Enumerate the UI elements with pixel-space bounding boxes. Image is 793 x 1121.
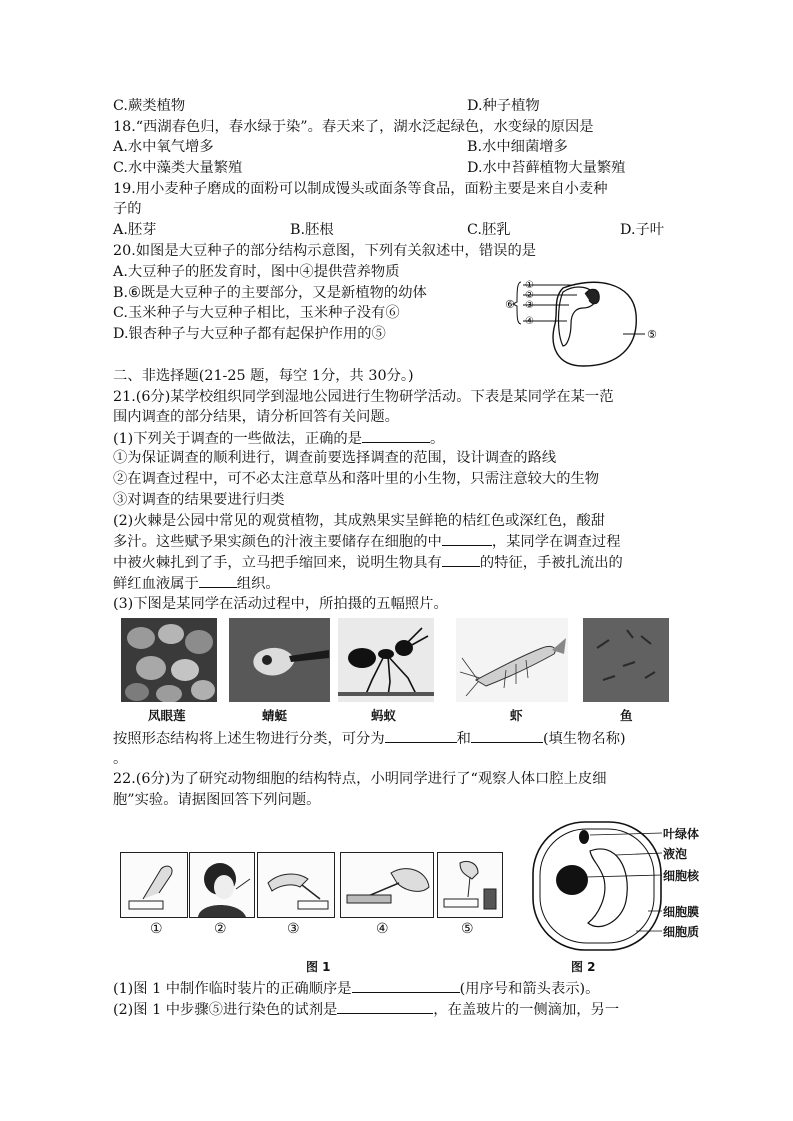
step-number-2: ② [214, 921, 227, 937]
q21-part2-line4-b: 组织。 [236, 576, 280, 592]
q21-part4-c: (填生物名称) [542, 731, 626, 747]
photo-fish [583, 618, 669, 702]
q18-option-a: A.水中氧气增多 [113, 139, 214, 155]
q21-part2-line2 [113, 531, 621, 552]
q21-item1: ①为保证调查的顺利进行，调查前要选择调查的范围，设计调查的路线 [113, 450, 557, 466]
answer-blank[interactable] [471, 728, 543, 743]
q19-stem-line2: 子的 [113, 201, 142, 217]
q17-option-d: D.种子植物 [467, 98, 540, 114]
photo-caption-5: 鱼 [620, 708, 633, 723]
q20-option-b: B.⑥既是大豆种子的主要部分，又是新植物的幼体 [113, 285, 427, 301]
cell-label-membrane: 细胞膜 [663, 905, 700, 919]
q21-part2-line1: (2)火棘是公园中常见的观赏植物，其成熟果实呈鲜艳的桔红色或深红色，酸甜 [113, 513, 606, 529]
seed-label-3: ③ [525, 300, 534, 311]
step-image-2 [189, 852, 255, 918]
photo-ant [338, 618, 434, 702]
q22-part1 [113, 978, 599, 999]
q22-part1-a: (1)图 1 中制作临时装片的正确顺序是 [113, 981, 352, 997]
q21-part2-line2-b: ，某同学在调查过程 [491, 534, 621, 550]
photo-caption-4: 虾 [510, 708, 523, 723]
q21-part4-end: 。 [113, 751, 128, 767]
step-image-1 [120, 852, 188, 918]
q22-stem-line2: 胞”实验。请据图回答下列问题。 [113, 792, 321, 808]
answer-blank[interactable] [442, 531, 492, 546]
section-heading: 二、非选择题(21-25 题，每空 1分，共 30分。) [113, 368, 414, 384]
figure-2-caption: 图 2 [571, 960, 596, 974]
soybean-seed-diagram [505, 274, 665, 372]
q21-item3: ③对调查的结果要进行归类 [113, 492, 285, 508]
step-number-4: ④ [376, 921, 389, 937]
q19-option-b: B.胚根 [290, 222, 334, 238]
q21-part2-line3-a: 中被火棘扎到了手，立马把手缩回来，说明生物具有 [113, 555, 442, 571]
step-image-4 [340, 852, 434, 918]
answer-blank[interactable] [442, 552, 480, 567]
step-number-5: ⑤ [461, 921, 474, 937]
answer-blank[interactable] [337, 999, 433, 1014]
q19-option-a: A.胚芽 [113, 222, 157, 238]
q19-option-d: D.子叶 [620, 222, 665, 238]
cell-label-vacuole: 液泡 [663, 847, 688, 861]
answer-blank[interactable] [199, 573, 237, 588]
step-image-3 [257, 852, 335, 918]
q17-option-c: C.蕨类植物 [113, 98, 186, 114]
seed-label-4: ④ [525, 316, 534, 327]
cell-label-cytoplasm: 细胞质 [663, 925, 700, 939]
q21-part4 [113, 728, 626, 749]
cell-diagram [528, 817, 668, 957]
answer-blank[interactable] [385, 728, 457, 743]
photo-caption-2: 蜻蜓 [262, 708, 288, 723]
answer-blank[interactable] [362, 428, 430, 443]
photo-water-hyacinth [121, 618, 217, 702]
q20-stem: 20.如图是大豆种子的部分结构示意图，下列有关叙述中，错误的是 [113, 243, 537, 259]
q19-stem-line1: 19.用小麦种子磨成的面粉可以制成馒头或面条等食品，面粉主要是来自小麦种 [113, 181, 608, 197]
q18-option-b: B.水中细菌增多 [467, 139, 568, 155]
q21-part2-line4-a: 鲜红血液属于 [113, 576, 199, 592]
photo-caption-1: 凤眼莲 [148, 708, 186, 723]
answer-blank[interactable] [352, 978, 460, 993]
q21-part3: (3)下图是某同学在活动过程中，所拍摄的五幅照片。 [113, 596, 448, 612]
q18-stem: 18.“西湖春色归，春水绿于染”。春天来了，湖水泛起绿色，水变绿的原因是 [113, 119, 594, 135]
q21-part1 [113, 428, 444, 449]
seed-label-1: ① [525, 280, 534, 291]
q18-option-c: C.水中藻类大量繁殖 [113, 160, 243, 176]
q19-option-c: C.胚乳 [467, 222, 511, 238]
photo-dragonfly [229, 618, 330, 702]
q21-part2-line4 [113, 573, 280, 594]
figure-1-caption: 图 1 [306, 960, 331, 974]
step-number-3: ③ [287, 921, 300, 937]
seed-label-5: ⑤ [647, 328, 657, 341]
q20-option-d: D.银杏种子与大豆种子都有起保护作用的⑤ [113, 326, 386, 342]
q21-stem-line1: 21.(6分)某学校组织同学到湿地公园进行生物研学活动。下表是某同学在某一范 [113, 389, 614, 405]
q22-part2 [113, 999, 619, 1020]
q21-item2: ②在调查过程中，可不必太注意草丛和落叶里的小生物，只需注意较大的生物 [113, 471, 600, 487]
q18-option-d: D.水中苔藓植物大量繁殖 [467, 160, 626, 176]
q21-stem-line2: 围内调查的部分结果，请分析回答有关问题。 [113, 409, 399, 425]
photo-shrimp [456, 618, 568, 702]
q22-stem-line1: 22.(6分)为了研究动物细胞的结构特点，小明同学进行了“观察人体口腔上皮细 [113, 771, 607, 787]
q21-part4-a: 按照形态结构将上述生物进行分类，可分为 [113, 731, 385, 747]
q21-part1-text: (1)下列关于调查的一些做法，正确的是 [113, 431, 362, 447]
q20-option-c: C.玉米种子与大豆种子相比，玉米种子没有⑥ [113, 305, 400, 321]
q21-part4-b: 和 [456, 731, 471, 747]
q22-part1-b: (用序号和箭头表示)。 [459, 981, 600, 997]
q20-option-a: A.大豆种子的胚发育时，图中④提供营养物质 [113, 264, 400, 280]
photo-caption-3: 蚂蚁 [371, 708, 397, 723]
cell-label-nucleus: 细胞核 [663, 869, 700, 883]
q22-part2-b: ，在盖玻片的一侧滴加，另一 [433, 1002, 620, 1018]
cell-label-chloroplast: 叶绿体 [663, 827, 700, 841]
step-image-5 [437, 852, 503, 918]
q22-part2-a: (2)图 1 中步骤⑤进行染色的试剂是 [113, 1002, 338, 1018]
q21-part1-end: 。 [430, 431, 445, 447]
seed-label-6: ⑥ [505, 298, 515, 311]
q21-part2-line2-a: 多汁。这些赋予果实颜色的汁液主要储存在细胞的中 [113, 534, 442, 550]
step-number-1: ① [150, 921, 163, 937]
q21-part2-line3 [113, 552, 623, 573]
seed-label-2: ② [525, 290, 534, 301]
q21-part2-line3-b: 的特征，手被扎流出的 [479, 555, 623, 571]
